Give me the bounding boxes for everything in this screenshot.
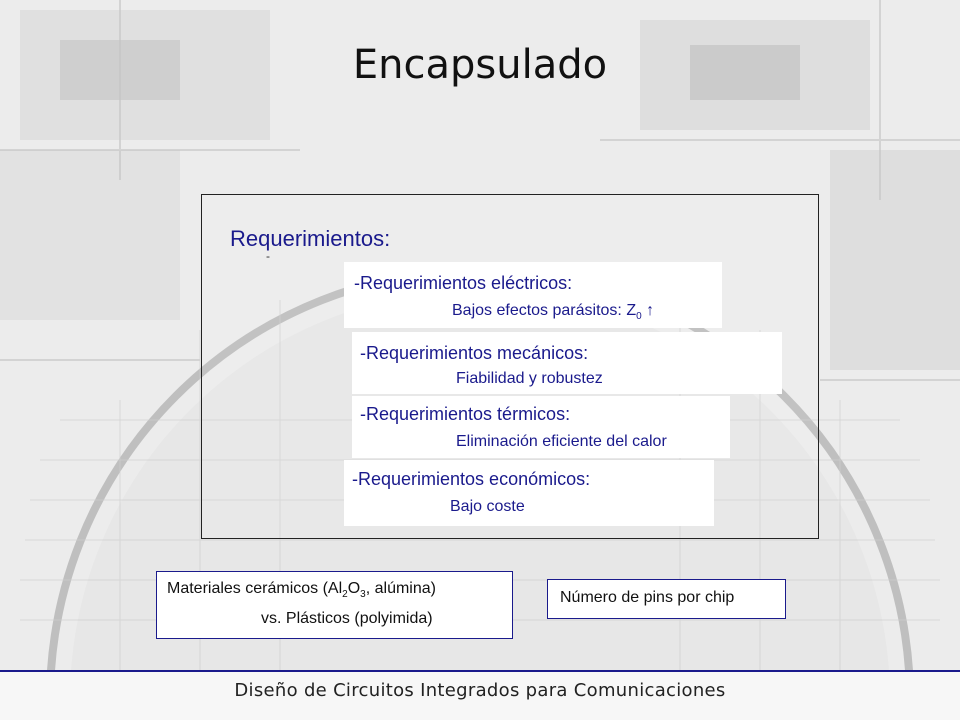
pins-note: Número de pins por chip xyxy=(547,579,786,619)
requirement-detail: Bajos efectos parásitos: $Z_0$ ↑ xyxy=(452,302,655,323)
materials-line-1: Materiales cerámicos ($Al_2O_3$, alúmina) xyxy=(167,580,436,601)
footer-text: Diseño de Circuitos Integrados para Comunicaciones xyxy=(234,680,726,701)
requirement-title: -Requerimientos mecánicos: xyxy=(360,343,589,363)
stray-dash: - xyxy=(266,249,270,263)
requirements-heading: Requerimientos: xyxy=(230,226,391,251)
requirement-mechanical xyxy=(352,332,782,394)
requirement-thermal xyxy=(352,396,730,458)
requirement-title: -Requerimientos térmicos: xyxy=(360,404,571,424)
materials-note xyxy=(156,571,513,639)
requirement-title: -Requerimientos eléctricos: xyxy=(354,273,573,293)
requirement-detail: Fiabilidad y robustez xyxy=(456,370,603,387)
requirement-economic xyxy=(344,460,714,526)
materials-line-2: vs. Plásticos (polyimida) xyxy=(261,610,433,627)
requirement-title: -Requerimientos económicos: xyxy=(352,469,591,489)
requirement-detail: Eliminación eficiente del calor xyxy=(456,433,667,450)
requirement-electrical xyxy=(344,262,722,328)
requirement-detail: Bajo coste xyxy=(450,498,525,515)
slide-title: Encapsulado xyxy=(352,42,608,88)
